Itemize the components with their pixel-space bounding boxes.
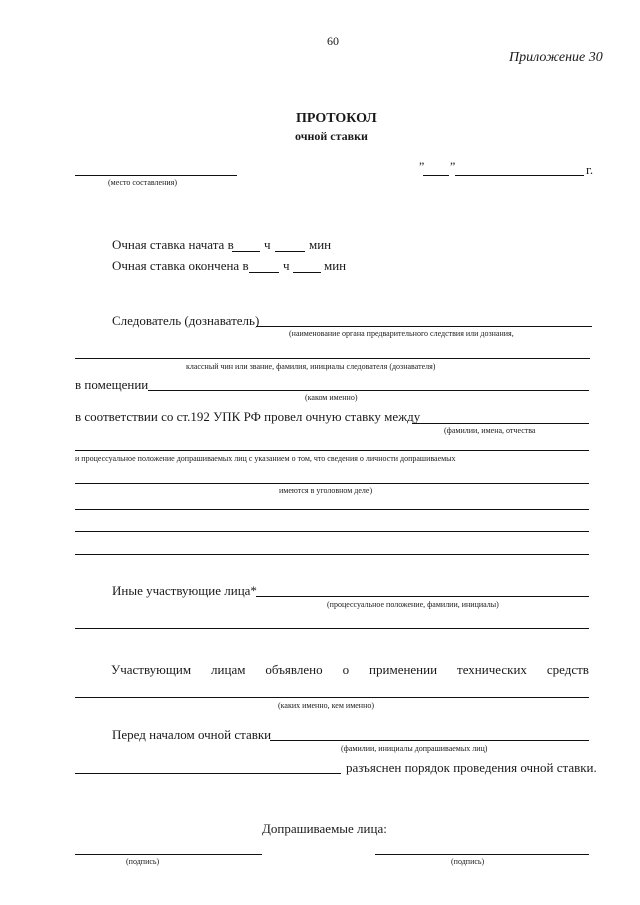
document-title: ПРОТОКОЛ [296, 111, 377, 126]
tech-word: применении [369, 662, 438, 677]
investigator-line[interactable] [256, 326, 592, 327]
place-caption: (место составления) [108, 178, 177, 187]
ended-hour-line[interactable] [249, 272, 279, 273]
ended-hour-abbr: ч [283, 258, 290, 273]
status-caption-1: и процессуальное положение допрашиваемых лиц с указанием о том, что сведения о личности допрашиваемых [75, 454, 456, 463]
room-label: в помещении [75, 377, 149, 392]
started-hour-abbr: ч [264, 237, 271, 252]
others-line-2[interactable] [75, 628, 589, 629]
signature-line-right[interactable] [375, 854, 589, 855]
ended-min-label: мин [324, 258, 347, 273]
others-caption: (процессуальное положение, фамилии, инициалы) [327, 600, 499, 609]
investigator-caption-1: (наименование органа предварительного следствия или дознания, [289, 329, 514, 338]
participants-line-6[interactable] [75, 554, 589, 555]
tech-line[interactable] [75, 697, 589, 698]
participants-line-5[interactable] [75, 531, 589, 532]
started-min-label: мин [309, 237, 332, 252]
before-caption: (фамилии, инициалы допрашиваемых лиц) [341, 744, 488, 753]
date-day-line[interactable] [423, 175, 449, 176]
started-hour-line[interactable] [232, 251, 260, 252]
started-min-line[interactable] [275, 251, 305, 252]
date-quote-close: ” [450, 159, 456, 173]
explained-line[interactable] [75, 773, 341, 774]
tech-word: технических [457, 662, 527, 677]
signature-caption-right: (подпись) [451, 857, 485, 866]
tech-word: средств [546, 662, 589, 677]
tech-word: лицам [211, 662, 246, 677]
tech-word: объявлено [265, 662, 323, 677]
status-caption-2: имеются в уголовном деле) [279, 486, 373, 495]
others-label: Иные участвующие лица* [112, 583, 257, 598]
date-month-year-line[interactable] [455, 175, 584, 176]
investigator-label: Следователь (дознаватель) [112, 313, 260, 328]
tech-word: о [342, 662, 350, 677]
room-line[interactable] [148, 390, 589, 391]
others-line[interactable] [256, 596, 589, 597]
investigator-line-2[interactable] [75, 358, 590, 359]
before-line[interactable] [270, 740, 589, 741]
appendix-label: Приложение 30 [509, 50, 603, 65]
interrogated-label: Допрашиваемые лица: [262, 821, 387, 836]
page-number: 60 [327, 34, 339, 48]
date-quote-open: ” [419, 159, 425, 173]
participants-line-3[interactable] [75, 483, 589, 484]
tech-word: Участвующим [111, 662, 192, 677]
signature-line-left[interactable] [75, 854, 262, 855]
place-line[interactable] [75, 175, 237, 176]
names-caption: (фамилии, имена, отчества [444, 426, 536, 435]
article-label: в соответствии со ст.192 УПК РФ провел очную ставку между [75, 409, 421, 424]
tech-caption: (каких именно, кем именно) [278, 701, 375, 710]
participants-line-2[interactable] [75, 450, 589, 451]
before-label: Перед началом очной ставки [112, 727, 272, 742]
signature-caption-left: (подпись) [126, 857, 160, 866]
participants-line-4[interactable] [75, 509, 589, 510]
investigator-caption-2: классный чин или звание, фамилия, инициалы следователя (дознавателя) [186, 362, 436, 371]
room-caption: (каком именно) [305, 393, 358, 402]
ended-min-line[interactable] [293, 272, 321, 273]
participants-line[interactable] [412, 423, 589, 424]
explained-label: разъяснен порядок проведения очной ставки. [346, 760, 597, 775]
ended-label: Очная ставка окончена в [112, 258, 249, 273]
tech-statement [111, 662, 589, 678]
started-label: Очная ставка начата в [112, 237, 234, 252]
date-year-suffix: г. [586, 162, 594, 177]
document-subtitle: очной ставки [295, 129, 368, 143]
